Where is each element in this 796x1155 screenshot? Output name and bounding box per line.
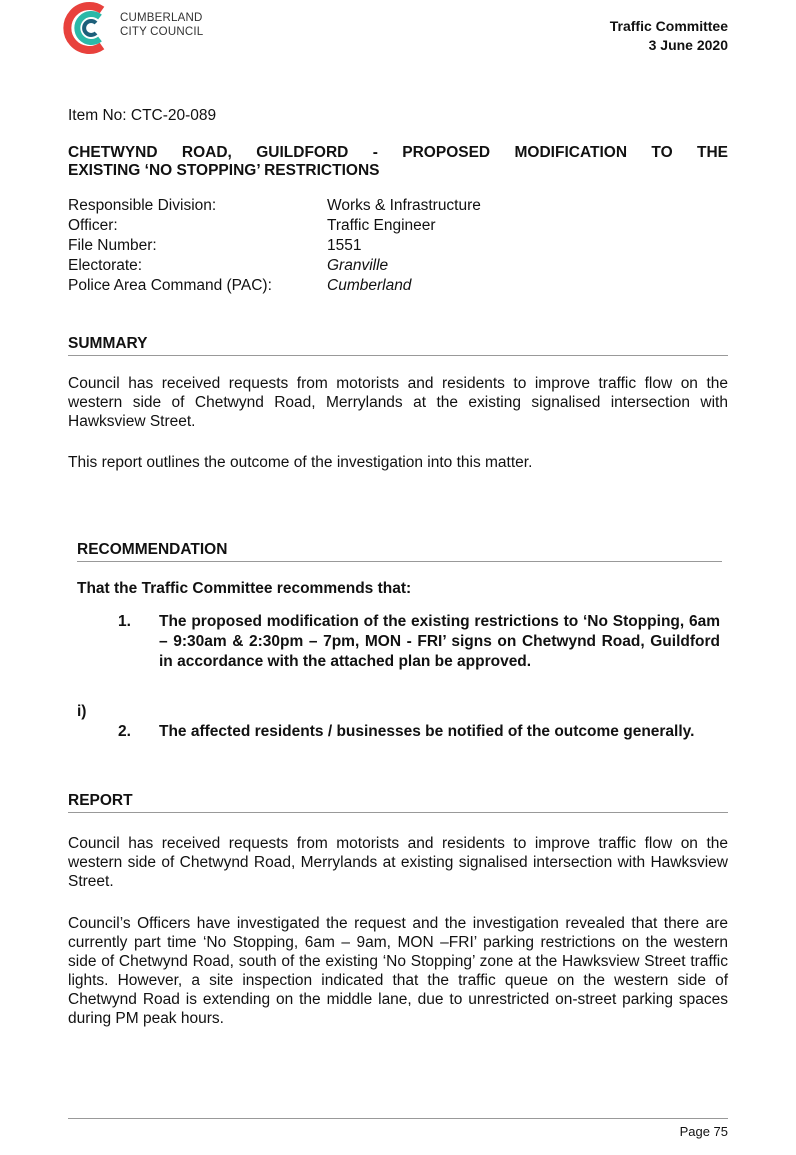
meta-row bbox=[68, 196, 481, 216]
summary-paragraph-1: Council has received requests from motorists and residents to improve traffic flow on the western side of Chetwynd Road, Merrylands at the existing signalised intersection with Hawksview Street. bbox=[68, 375, 728, 430]
meta-label: Electorate: bbox=[68, 257, 143, 274]
report-title-line-1: CHETWYND ROAD, GUILDFORD - PROPOSED MODIFICATION TO THE bbox=[68, 144, 728, 161]
recommendation-item bbox=[118, 612, 720, 672]
meta-label: Officer: bbox=[68, 217, 118, 234]
logo-text bbox=[120, 11, 203, 39]
recommendation-item bbox=[118, 722, 720, 742]
summary-paragraph-2: This report outlines the outcome of the investigation into this matter. bbox=[68, 454, 533, 471]
report-metadata bbox=[68, 196, 481, 296]
recommendation-item-number: 2. bbox=[118, 723, 131, 740]
recommendation-heading: RECOMMENDATION bbox=[77, 541, 722, 562]
report-heading: REPORT bbox=[68, 792, 728, 813]
council-logo-icon bbox=[58, 0, 118, 56]
meta-value: Works & Infrastructure bbox=[327, 197, 481, 214]
meta-value: 1551 bbox=[327, 237, 362, 254]
item-number: Item No: CTC-20-089 bbox=[68, 107, 217, 124]
recommendation-lead: That the Traffic Committee recommends that: bbox=[77, 580, 412, 597]
meta-label: File Number: bbox=[68, 237, 157, 254]
report-paragraph-1: Council has received requests from motorists and residents to improve traffic flow on the western side of Chetwynd Road, Merrylands at existing signalised intersection with Hawksview Street. bbox=[68, 835, 728, 890]
summary-heading: SUMMARY bbox=[68, 335, 728, 356]
meta-row bbox=[68, 256, 481, 276]
report-title-line-2: EXISTING ‘NO STOPPING’ RESTRICTIONS bbox=[68, 162, 380, 179]
meta-row bbox=[68, 276, 481, 296]
meeting-date: 3 June 2020 bbox=[648, 37, 728, 53]
council-logo bbox=[58, 0, 118, 56]
logo-line-1: CUMBERLAND bbox=[120, 12, 203, 24]
recommendation-item-number: 1. bbox=[118, 613, 131, 630]
recommendation-item-text: The affected residents / businesses be notified of the outcome generally. bbox=[159, 723, 695, 740]
footer-divider bbox=[68, 1118, 728, 1119]
meta-value: Granville bbox=[327, 257, 389, 274]
meta-label: Responsible Division: bbox=[68, 197, 217, 214]
meta-row bbox=[68, 236, 481, 256]
meta-label: Police Area Command (PAC): bbox=[68, 277, 272, 294]
recommendation-roman-numeral: i) bbox=[77, 703, 87, 720]
page-number: Page 75 bbox=[679, 1124, 728, 1139]
meta-value: Cumberland bbox=[327, 277, 412, 294]
report-paragraph-2: Council’s Officers have investigated the request and the investigation revealed that there are currently part time ‘No Stopping, 6am – 9am, MON –FRI’ parking restrictions on the western side of Chetwynd Road, south of the existing ‘No Stopping’ zone at the Hawksview Street traffic lights. However, a site inspection indicated that the traffic queue on the western side of Chetwynd Road is extending on the middle lane, due to unrestricted on-street parking spaces during PM peak hours. bbox=[68, 915, 728, 1027]
recommendation-item-text: The proposed modification of the existing restrictions to ‘No Stopping, 6am – 9:30am & 2:30pm – 7pm, MON - FRI’ signs on Chetwynd Road, Guildford in accordance with the attached plan be approved. bbox=[159, 613, 720, 670]
document-header bbox=[610, 17, 728, 55]
logo-line-2: CITY COUNCIL bbox=[120, 26, 204, 38]
meta-value: Traffic Engineer bbox=[327, 217, 436, 234]
committee-name: Traffic Committee bbox=[609, 18, 728, 34]
meta-row bbox=[68, 216, 481, 236]
report-title bbox=[68, 144, 728, 180]
